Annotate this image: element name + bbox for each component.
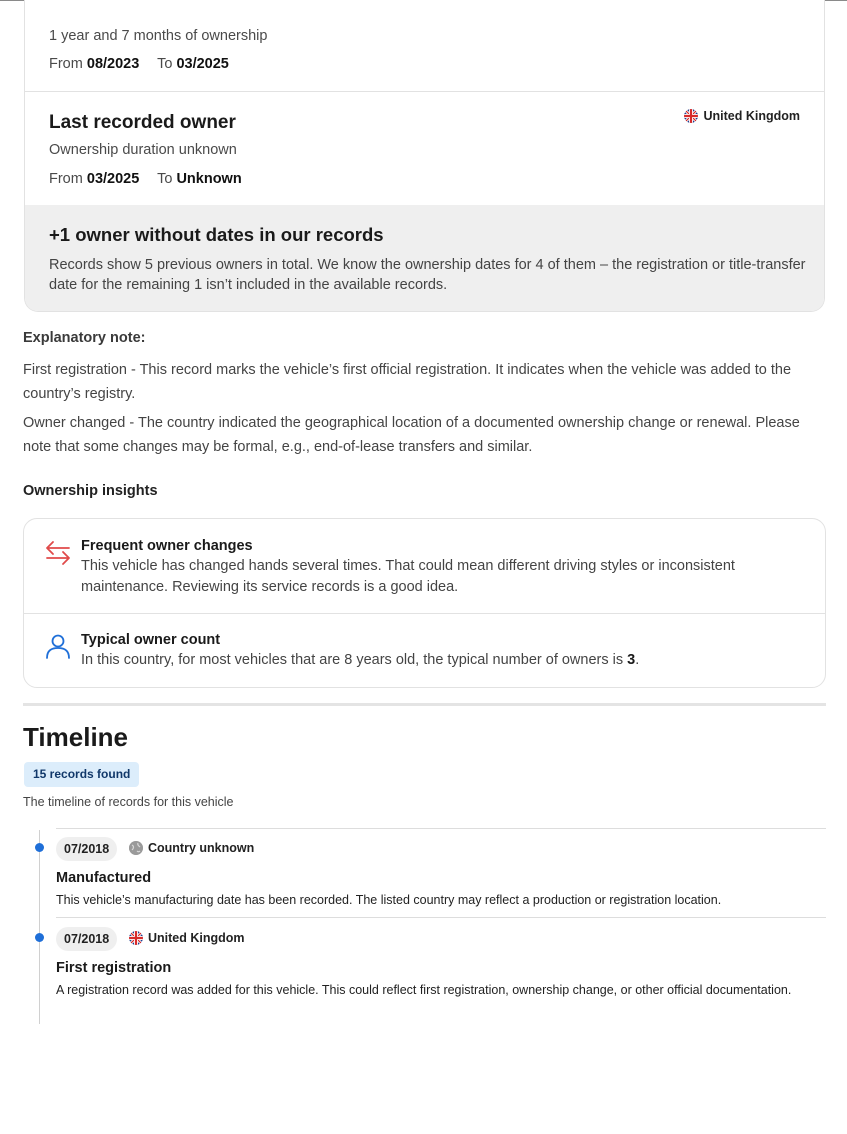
from-label: From — [49, 171, 83, 187]
person-icon — [44, 632, 72, 660]
timeline-title: Timeline — [23, 722, 129, 752]
ownership-insights-heading: Ownership insights — [23, 483, 158, 499]
event-title: First registration — [56, 960, 172, 976]
ownership-history-card — [24, 0, 825, 312]
owner-country-label: United Kingdom — [703, 109, 800, 123]
event-country — [129, 841, 254, 855]
from-value: 03/2025 — [86, 171, 140, 187]
typical-owner-count-value: 3 — [627, 652, 636, 668]
timeline-dot — [35, 843, 44, 852]
owners-without-dates-title: +1 owner without dates in our records — [49, 224, 384, 245]
to-label: To — [157, 56, 173, 72]
section-divider — [23, 703, 826, 706]
owner-entry — [25, 0, 824, 92]
insight-typical-owner-count — [24, 614, 825, 688]
insight-frequent-owner-changes — [24, 519, 825, 614]
event-description: This vehicle’s manufacturing date has been recorded. The listed country may reflect a production or registration location. — [56, 893, 722, 907]
insight-text: This vehicle has changed hands several times. That could mean different driving styles or inconsistent maintenance. Reviewing its service records is a good idea. — [81, 558, 735, 595]
uk-flag-icon — [684, 109, 698, 123]
owner-date-range — [49, 56, 229, 72]
insight-title: Frequent owner changes — [81, 538, 253, 554]
event-title: Manufactured — [56, 870, 152, 886]
to-label: To — [157, 171, 173, 187]
insight-title: Typical owner count — [81, 632, 221, 648]
event-country-label: Country unknown — [148, 841, 255, 855]
owner-duration: Ownership duration unknown — [49, 142, 237, 158]
from-value: 08/2023 — [86, 56, 140, 72]
records-count-badge: 15 records found — [24, 762, 139, 787]
owners-without-dates-panel — [25, 205, 824, 312]
event-date: 07/2018 — [56, 927, 117, 951]
explanatory-first-registration: First registration - This record marks the vehicle’s first official registration. It indicates when the vehicle was added to the country’s registry. — [23, 362, 792, 402]
timeline-dot — [35, 933, 44, 942]
ownership-insights-card — [23, 518, 826, 688]
owner-date-range — [49, 171, 242, 187]
owner-country — [684, 109, 800, 123]
event-country — [129, 931, 245, 945]
timeline-separator — [56, 917, 826, 918]
to-value: Unknown — [176, 171, 242, 187]
owners-without-dates-text: Records show 5 previous owners in total. We know the ownership dates for 4 of them – the registration or title-transfer date for the remaining 1 isn’t included in the available records. — [49, 257, 806, 293]
event-date: 07/2018 — [56, 837, 117, 861]
last-owner-entry — [25, 92, 824, 205]
to-value: 03/2025 — [176, 56, 229, 72]
last-owner-title: Last recorded owner — [49, 112, 236, 133]
event-country-label: United Kingdom — [148, 931, 245, 945]
event-description: A registration record was added for this vehicle. This could reflect first registration, ownership change, or other official documentation. — [56, 983, 792, 997]
explanatory-note-heading: Explanatory note: — [23, 330, 146, 346]
timeline-line — [39, 830, 40, 1024]
explanatory-owner-changed: Owner changed - The country indicated the geographical location of a documented ownership change or renewal. Please note that some changes may be formal, e.g., end-of-lease transfers and similar. — [23, 415, 800, 455]
from-label: From — [49, 56, 83, 72]
uk-flag-icon — [129, 931, 143, 945]
timeline-subtitle: The timeline of records for this vehicle — [23, 795, 234, 809]
owner-duration: 1 year and 7 months of ownership — [49, 28, 268, 44]
globe-icon — [129, 841, 143, 855]
insight-text: In this country, for most vehicles that are 8 years old, the typical number of owners is 3. — [81, 652, 640, 668]
swap-arrows-icon — [44, 538, 72, 566]
timeline-separator — [56, 828, 826, 829]
